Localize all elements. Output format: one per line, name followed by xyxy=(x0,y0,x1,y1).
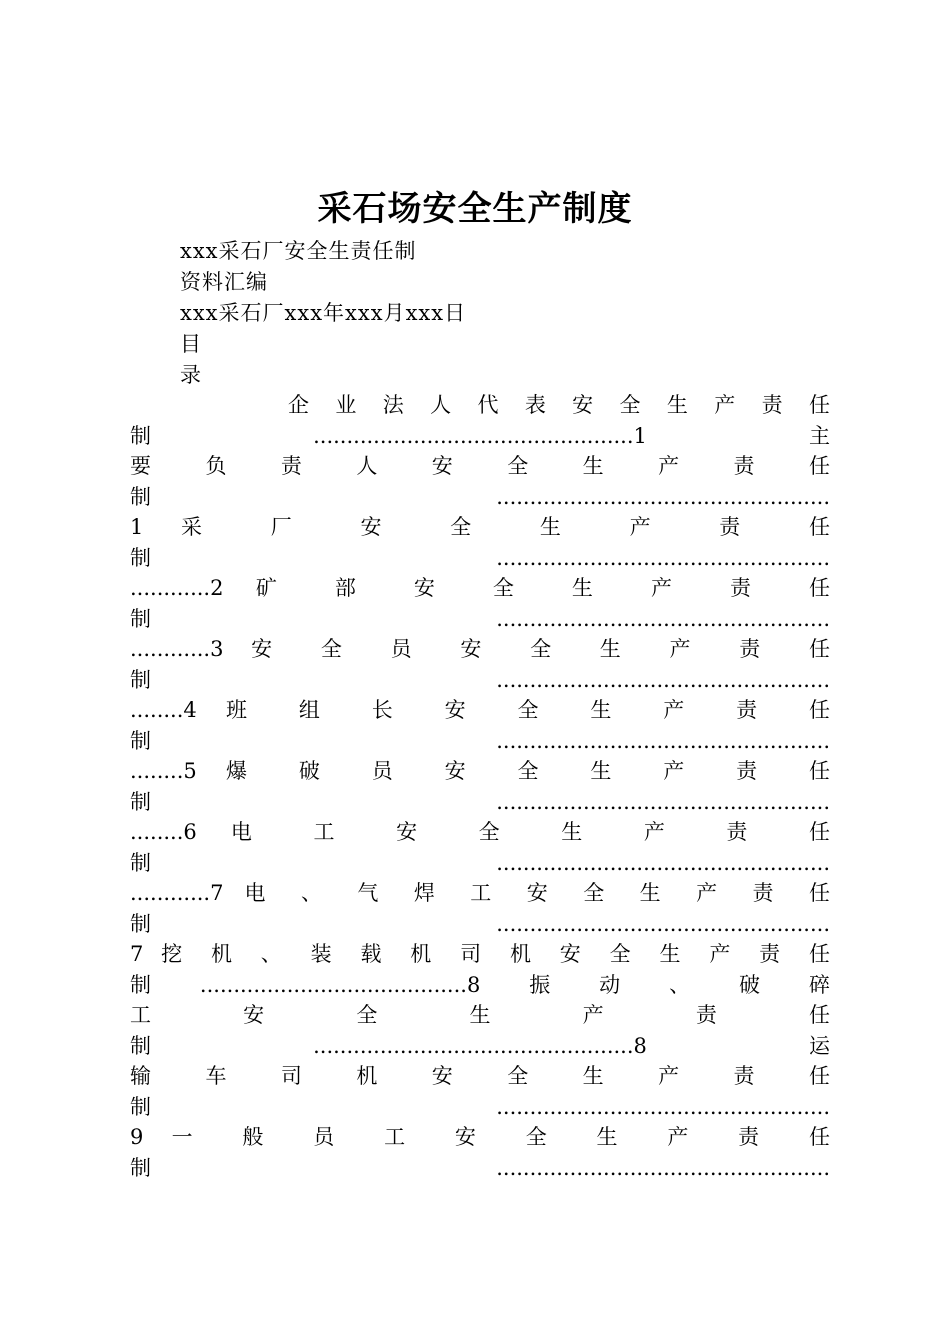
toc-line: 输 车 司 机 安 全 生 产 责 任 xyxy=(130,1064,830,1088)
toc-line: 制.................................................. xyxy=(130,850,830,875)
toc-line: 制................................................8运 xyxy=(130,1033,830,1058)
meta-line-toc-heading-2: 录 xyxy=(180,363,202,387)
meta-line-date: xxx采石厂xxx年xxx月xxx日 xyxy=(180,301,467,325)
toc-line: 制.................................................. xyxy=(130,789,830,814)
toc-line: 制.................................................. xyxy=(130,728,830,753)
toc-line: 制.................................................. xyxy=(130,545,830,570)
meta-line-responsibility: xxx采石厂安全生责任制 xyxy=(180,239,417,263)
toc-line: 制........................................8振动、破碎 xyxy=(130,972,830,997)
toc-line: 9 一 般 员 工 安 全 生 产 责 任 xyxy=(130,1125,830,1149)
meta-line-toc-heading-1: 目 xyxy=(180,332,202,356)
toc-line: 7 挖 机 、 装 载 机 司 机 安 全 生 产 责 任 xyxy=(130,942,830,966)
toc-line: 制.................................................. xyxy=(130,667,830,692)
toc-line: ........4 班 组 长 安 全 生 产 责 任 xyxy=(130,698,830,722)
toc-line: 制.................................................. xyxy=(130,911,830,936)
toc-line: ............7 电 、 气 焊 工 安 全 生 产 责 任 xyxy=(130,881,830,905)
toc-line: 1 采 厂 安 全 生 产 责 任 xyxy=(130,515,830,539)
toc-line: 制.................................................. xyxy=(130,484,830,509)
toc-line: 制.................................................. xyxy=(130,1094,830,1119)
toc-line: 制................................................1主 xyxy=(130,423,830,448)
toc-line: 企 业 法 人 代 表 安 全 生 产 责 任 xyxy=(288,393,830,417)
toc-line: 制.................................................. xyxy=(130,606,830,631)
toc-line: 工 安 全 生 产 责 任 xyxy=(130,1003,830,1027)
document-meta xyxy=(180,236,820,391)
toc-line: ........5 爆 破 员 安 全 生 产 责 任 xyxy=(130,759,830,783)
meta-line-compilation: 资料汇编 xyxy=(180,270,268,294)
toc-line: ............3 安 全 员 安 全 生 产 责 任 xyxy=(130,637,830,661)
toc-line: 要 负 责 人 安 全 生 产 责 任 xyxy=(130,454,830,478)
toc-line: 制.................................................. xyxy=(130,1155,830,1180)
document-title: 采石场安全生产制度 xyxy=(317,189,633,229)
table-of-contents xyxy=(130,390,830,1183)
toc-line: ............2 矿 部 安 全 生 产 责 任 xyxy=(130,576,830,600)
toc-line: ........6 电 工 安 全 生 产 责 任 xyxy=(130,820,830,844)
